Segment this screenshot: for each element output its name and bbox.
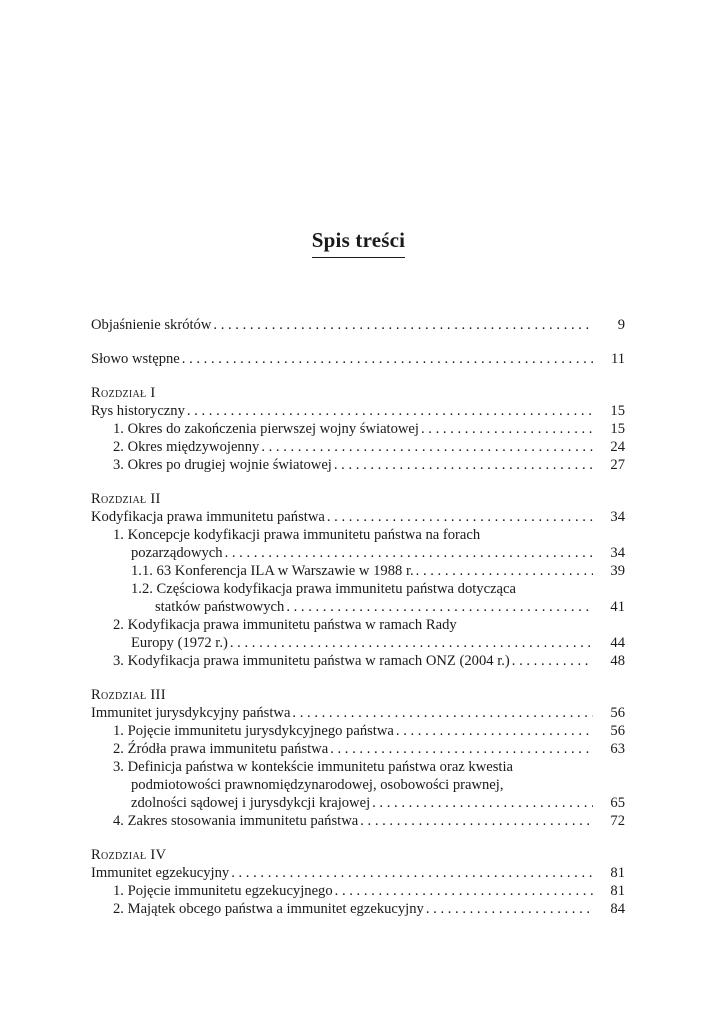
leader-dots — [360, 812, 593, 830]
toc-entry — [91, 438, 625, 456]
toc-entry-text: 1.2. Częściowa kodyfikacja prawa immunitetu państwa dotycząca — [131, 581, 516, 597]
leader-dots — [231, 864, 593, 882]
toc-entry — [91, 562, 625, 580]
page-number: 65 — [610, 795, 625, 811]
toc-entry-text-continued: Europy (1972 r.) — [131, 635, 228, 651]
toc-entry-text: 1. Okres do zakończenia pierwszej wojny światowej — [113, 421, 419, 437]
leader-dots — [292, 704, 593, 722]
toc-entry-text: 3. Kodyfikacja prawa immunitetu państwa w ramach ONZ (2004 r.) — [113, 653, 510, 669]
leader-dots — [182, 350, 593, 368]
toc-entry — [91, 740, 625, 758]
chapter-label: Rozdział IV — [91, 847, 167, 863]
page-title-container — [0, 228, 717, 258]
page-number: 72 — [610, 813, 625, 829]
leader-dots — [225, 544, 593, 562]
toc-entry-text: Słowo wstępne — [91, 351, 180, 367]
leader-dots — [421, 420, 593, 438]
page-number: 48 — [610, 653, 625, 669]
toc-entry-text: 2. Kodyfikacja prawa immunitetu państwa w ramach Rady — [113, 617, 457, 633]
page-number: 56 — [610, 705, 625, 721]
toc-entry — [91, 652, 625, 670]
chapter-label: Rozdział II — [91, 491, 161, 507]
toc-entry — [91, 722, 625, 740]
leader-dots — [187, 402, 593, 420]
toc-entry — [91, 456, 625, 474]
toc-entry — [91, 526, 625, 562]
toc-entry-text: 3. Okres po drugiej wojnie światowej — [113, 457, 332, 473]
toc-entry-text: 3. Definicja państwa w kontekście immunitetu państwa oraz kwestia — [113, 759, 513, 775]
toc-entry-text-continued: podmiotowości prawnomiędzynarodowej, osobowości prawnej, — [131, 777, 504, 793]
toc-entry-text-continued: pozarządowych — [131, 545, 223, 561]
leader-dots — [327, 508, 593, 526]
toc-entry-text: 2. Majątek obcego państwa a immunitet egzekucyjny — [113, 901, 424, 917]
toc-entry-text: 1. Pojęcie immunitetu jurysdykcyjnego państwa — [113, 723, 394, 739]
toc-entry — [91, 900, 625, 918]
toc-entry — [91, 616, 625, 652]
leader-dots — [426, 900, 593, 918]
toc-entry-text: 1.1. 63 Konferencja ILA w Warszawie w 1988 r. — [131, 563, 414, 579]
page-number: 15 — [610, 403, 625, 419]
page-number: 34 — [610, 545, 625, 561]
toc-chapter-title — [91, 508, 625, 526]
page-number: 81 — [610, 883, 625, 899]
leader-dots — [261, 438, 593, 456]
page-number: 15 — [610, 421, 625, 437]
toc-chapter-title — [91, 704, 625, 722]
toc-entry-text: Objaśnienie skrótów — [91, 317, 212, 333]
toc-chapter-title — [91, 864, 625, 882]
toc-entry-text: Immunitet jurysdykcyjny państwa — [91, 705, 291, 721]
page-number: 41 — [610, 599, 625, 615]
page-number: 24 — [610, 439, 625, 455]
page-number: 27 — [610, 457, 625, 473]
toc-entry — [91, 420, 625, 438]
page-title: Spis treści — [312, 228, 405, 258]
toc-entry-abbreviations — [91, 316, 625, 334]
toc-chapter-title — [91, 402, 625, 420]
toc-entry-text: Immunitet egzekucyjny — [91, 865, 230, 881]
toc-entry — [91, 758, 625, 812]
page-number: 44 — [610, 635, 625, 651]
toc-entry-text: Kodyfikacja prawa immunitetu państwa — [91, 509, 325, 525]
page-number: 39 — [610, 563, 625, 579]
toc-entry — [91, 580, 625, 616]
chapter-label: Rozdział I — [91, 385, 156, 401]
page-number: 11 — [610, 351, 625, 367]
table-of-contents — [91, 316, 625, 918]
toc-entry-text: 1. Pojęcie immunitetu egzekucyjnego — [113, 883, 333, 899]
toc-entry-text: 1. Koncepcje kodyfikacji prawa immunitetu państwa na forach — [113, 527, 481, 543]
leader-dots — [330, 740, 593, 758]
toc-entry-text-continued: zdolności sądowej i jurysdykcji krajowej — [131, 795, 371, 811]
page-number: 84 — [610, 901, 625, 917]
toc-entry — [91, 882, 625, 900]
page-number: 9 — [617, 317, 625, 333]
leader-dots — [335, 882, 593, 900]
leader-dots — [512, 652, 593, 670]
leader-dots — [213, 316, 593, 334]
toc-entry-text-continued: statków państwowych — [155, 599, 285, 615]
toc-entry-foreword — [91, 350, 625, 368]
page-number: 56 — [610, 723, 625, 739]
leader-dots — [396, 722, 593, 740]
toc-entry-text: 2. Okres międzywojenny — [113, 439, 260, 455]
leader-dots — [334, 456, 593, 474]
toc-entry-text: Rys historyczny — [91, 403, 185, 419]
toc-entry — [91, 812, 625, 830]
page-number: 34 — [610, 509, 625, 525]
leader-dots — [230, 634, 593, 652]
chapter-label: Rozdział III — [91, 687, 166, 703]
page-number: 81 — [610, 865, 625, 881]
leader-dots — [286, 598, 593, 616]
leader-dots — [416, 562, 593, 580]
toc-entry-text: 4. Zakres stosowania immunitetu państwa — [113, 813, 359, 829]
page-number: 63 — [610, 741, 625, 757]
leader-dots — [372, 794, 593, 812]
toc-entry-text: 2. Źródła prawa immunitetu państwa — [113, 741, 329, 757]
